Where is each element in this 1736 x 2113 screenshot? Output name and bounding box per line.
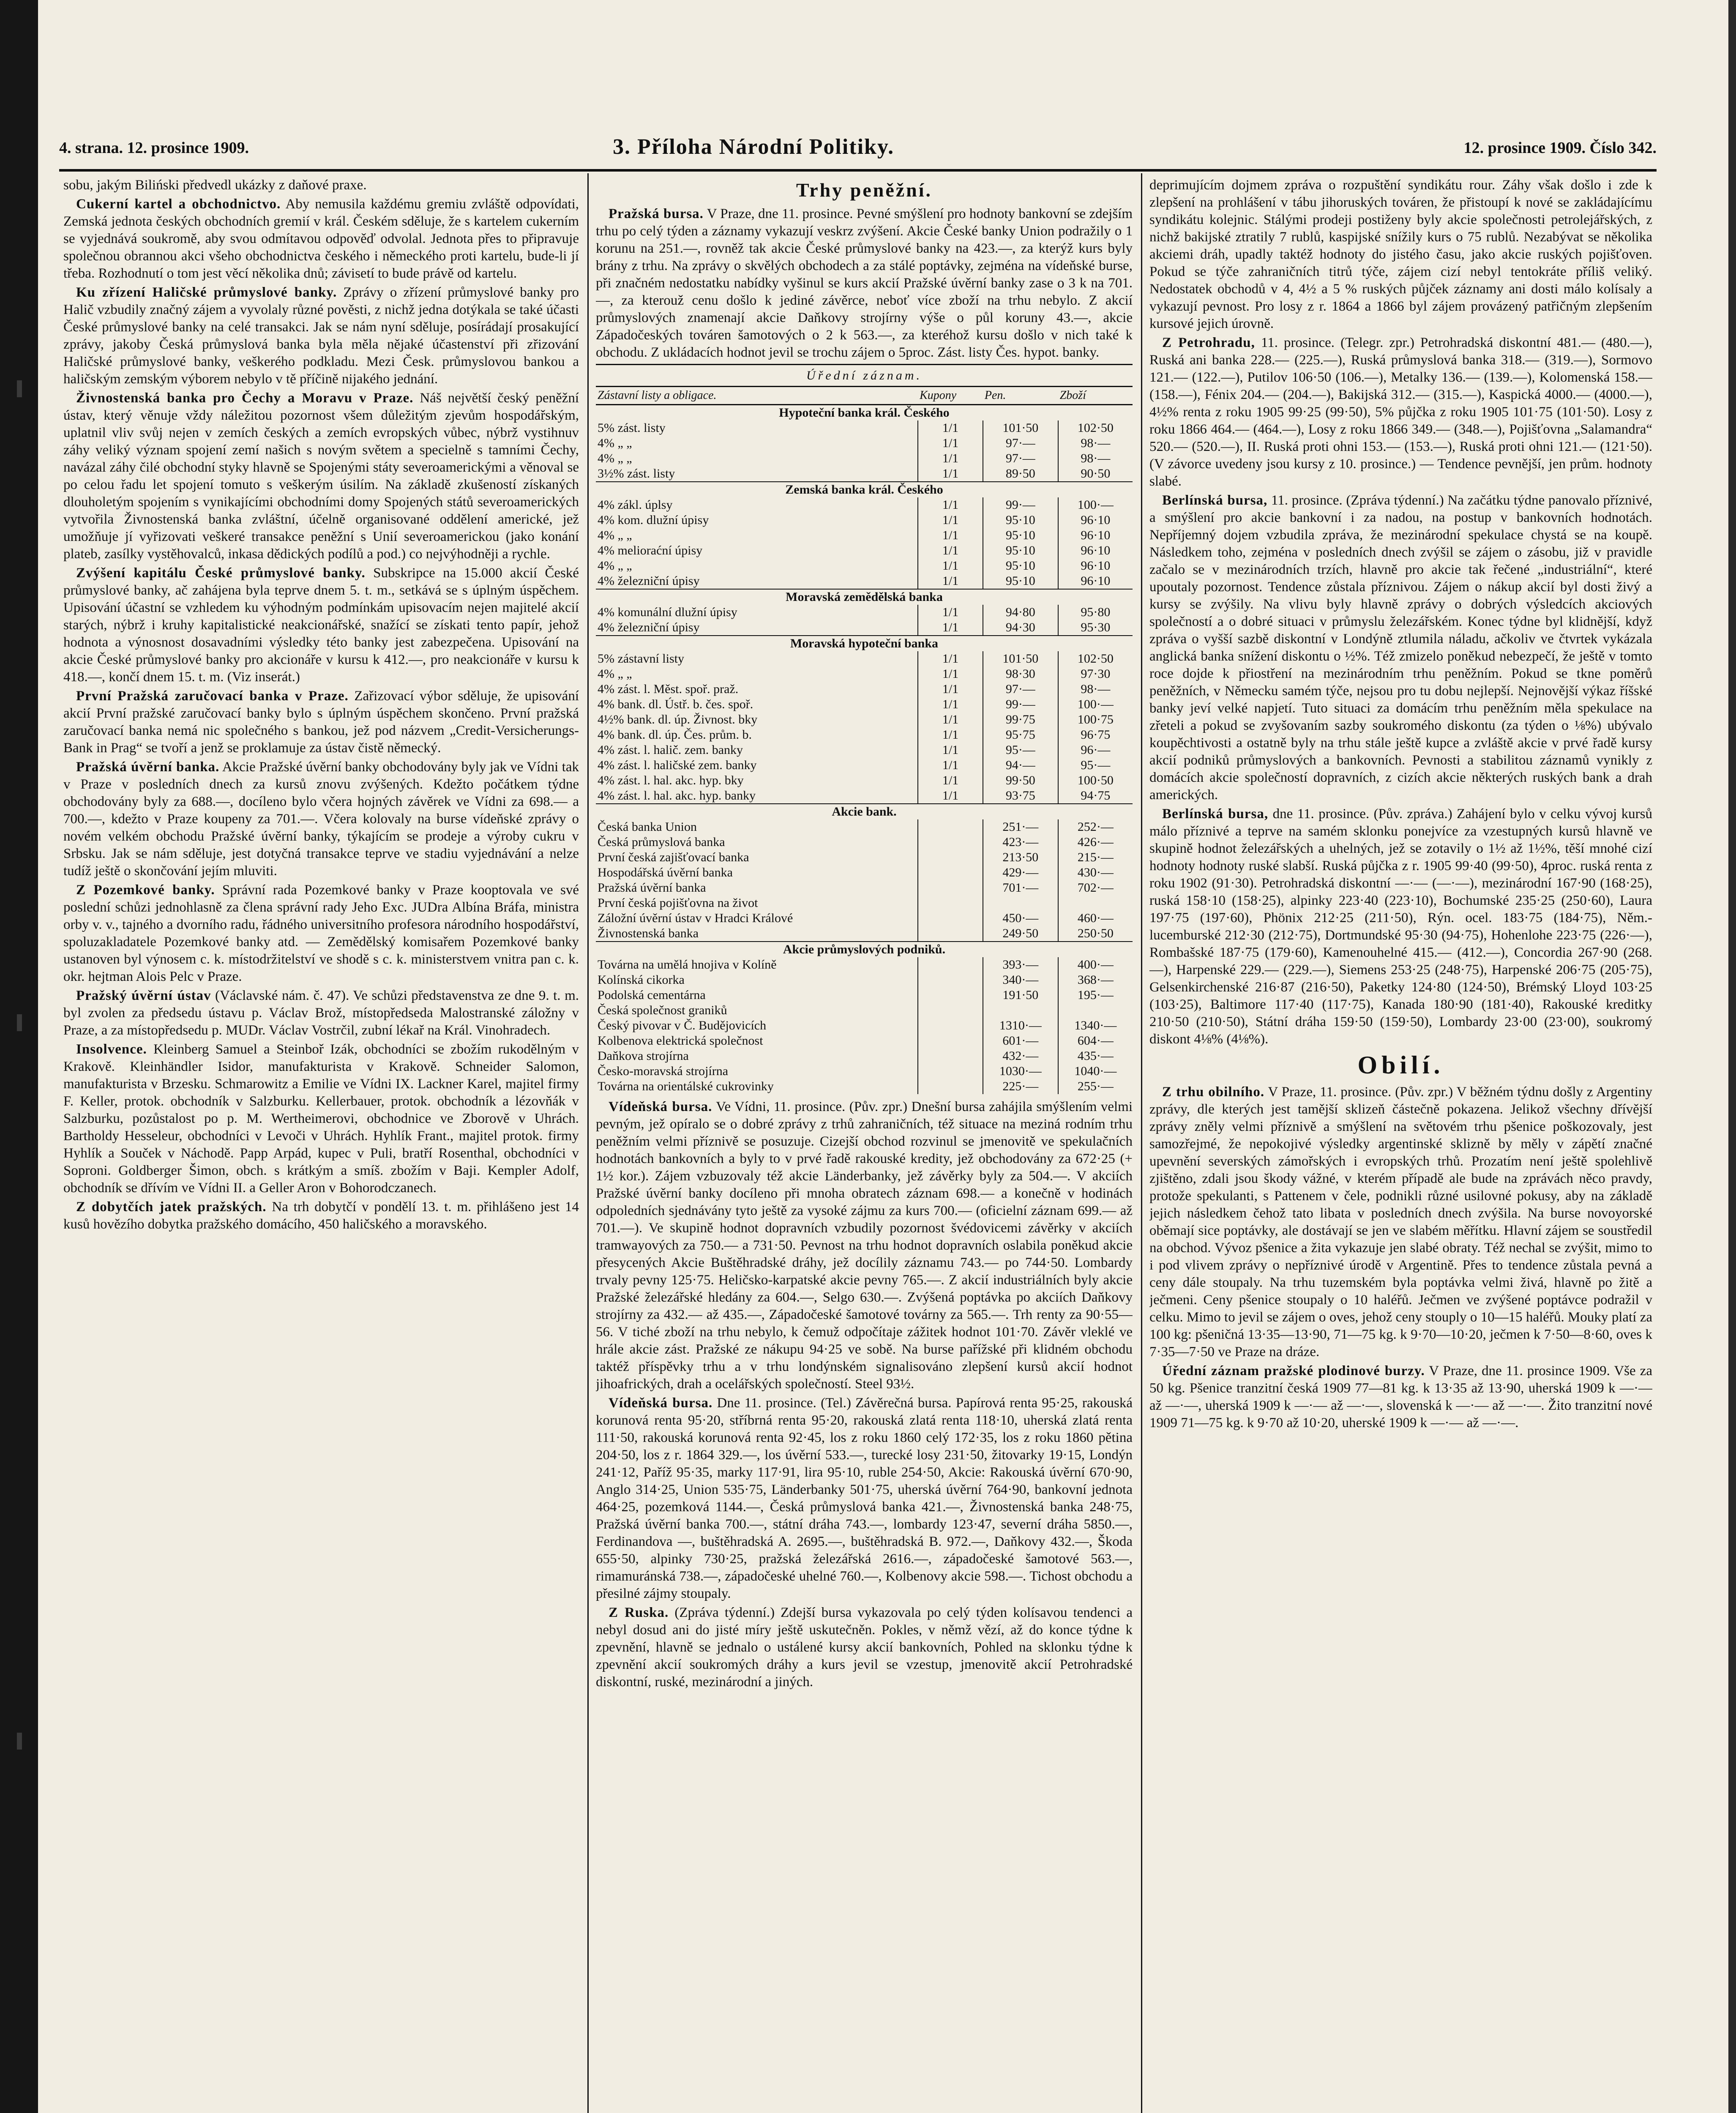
goods-price-cell: 95·30 xyxy=(1058,620,1133,636)
article-heading: Insolvence. xyxy=(76,1042,147,1057)
money-price-cell: 340·— xyxy=(983,972,1058,988)
table-row xyxy=(596,697,1133,712)
article-text: Zprávy o zřízení průmyslové banky pro Halič vzbudily značný zájem a vyvolaly různé pověsti, z nichž jedna dotýkala se také účasti České průmyslové banky na celé transakci. Jak se nám nyní sděluje, posírádají prosakující zprávy, jakoby Česká průmyslová banka byla měla nějaké účastenství při zřizování Haličské průmyslové banky, veškerého podkladu. Mezi Česk. průmyslovou bankou a haličským zemským výborem nebylo v tě příčině nijakého jednání. xyxy=(63,285,579,387)
article-heading: Ku zřízení Haličské průmyslové banky. xyxy=(76,285,337,300)
article-text: Správní rada Pozemkové banky v Praze kooptovala ve své poslední schůzi jednohlasně za člena správní rady Jeho Exc. JUDra Albína Bráfa, ministra orby v. v., tajného a dvorního radu, řádného universitního profesora národního hospodářství, spoluzakladatele Pozemkové banky atd. — Zemědělský komisařem Pozemkové banky ustanoven byl výnosem c. k. místodržitelství ve shodě s c. k. ministerstvem vnitra pan c. k. okr. hejtman Alois Pelc v Praze. xyxy=(63,882,579,984)
security-name: 4% zást. l. Měst. spoř. praž. xyxy=(598,682,739,696)
money-price-cell: 99·— xyxy=(983,497,1058,513)
article-text: Dne 11. prosince. (Tel.) Závěrečná bursa. Papírová renta 95·25, rakouská korunová renta 95·20, stříbrná renta 95·20, rakouská zlatá renta 118·10, uherská zlatá renta 111·50, rakouská korunová renta 92·45, los z roku 1860 celý 172·35, los z roku 1860 pětina 204·50, los z r. 1864 329.—, los úvěrní 533.—, turecké losy 231·50, žitovarky 19·15, Londýn 241·12, Paříž 95·35, marky 117·91, lira 95·10, ruble 254·50, Akcie: Rakouská úvěrní 670·90, Anglo 314·25, Union 535·75, Länderbanky 501·75, uherská úvěrní 764·90, bankovní jednota 464·25, pozemková 1144.—, Česká průmyslová banka 421.—, Živnostenská banka 248·75, Pražská úvěrní banka 700.—, státní dráha 743.—, lombardy 123·47, severní dráha 5850.—, Ferdinandova —, buštěhradská A. 2695.—, buštěhradská B. 972.—, Daňkovy 432.—, Škoda 655·50, alpinky 730·25, pražská železářská 2616.—, západočeské šamotové 563.—, rimamuránská 738.—, západočeské uhelné 760.—, Kolbenovy akcie 598.—. Tichost obchodu a přesilné zájmy stoupaly. xyxy=(596,1395,1133,1601)
article-text: Na trh dobytčí v pondělí 13. t. m. přihlášeno jest 14 kusů hovězího dobytka pražského domácího, 450 haličského a moravského. xyxy=(63,1199,579,1232)
money-price-cell: 95·10 xyxy=(983,543,1058,558)
group-label: Zemská banka král. Českého xyxy=(596,482,1133,497)
goods-price-cell: 96·10 xyxy=(1058,558,1133,573)
article-heading: Berlínská bursa, xyxy=(1162,493,1268,508)
money-price-cell: 429·— xyxy=(983,865,1058,880)
table-row xyxy=(596,850,1133,865)
coupon-cell: 1/1 xyxy=(918,651,983,666)
security-name: 4% komunální dlužní úpisy xyxy=(598,605,737,619)
table-row xyxy=(596,605,1133,620)
column-3-paragraphs xyxy=(1149,177,1652,1048)
article-heading: Berlínská bursa, xyxy=(1162,806,1269,822)
goods-price-cell: 100·50 xyxy=(1058,773,1133,788)
security-name: 5% zástavní listy xyxy=(598,652,684,666)
money-price-cell: 432·— xyxy=(983,1048,1058,1064)
goods-price-cell: 215·— xyxy=(1058,850,1133,865)
header-left: 4. strana. 12. prosince 1909. xyxy=(59,139,249,157)
goods-price-cell: 430·— xyxy=(1058,865,1133,880)
security-name: 4% „ „ xyxy=(598,559,632,573)
security-name: První česká pojišťovna na život xyxy=(598,896,758,910)
table-row xyxy=(596,1064,1133,1079)
table-row xyxy=(596,758,1133,773)
table-row xyxy=(596,420,1133,436)
table-group-row xyxy=(596,636,1133,651)
article-heading: Pražská bursa. xyxy=(609,206,704,221)
goods-price-cell: 100·— xyxy=(1058,697,1133,712)
column-divider xyxy=(587,173,589,2113)
goods-price-cell: 1040·— xyxy=(1058,1064,1133,1079)
security-name: První česká zajišťovací banka xyxy=(598,850,749,864)
article-paragraph xyxy=(1149,177,1652,333)
goods-price-cell: 98·— xyxy=(1058,436,1133,451)
article-paragraph xyxy=(596,205,1133,361)
article-paragraph xyxy=(596,1604,1133,1691)
goods-price-cell: 368·— xyxy=(1058,972,1133,988)
column-2 xyxy=(596,177,1133,2113)
money-price-cell: 191·50 xyxy=(983,988,1058,1003)
security-name: Hospodářská úvěrní banka xyxy=(598,865,733,879)
security-name: Továrna na umělá hnojiva v Kolíně xyxy=(598,958,777,972)
article-heading: Pražský úvěrní ústav xyxy=(76,988,211,1003)
scan-left-edge xyxy=(0,0,38,2113)
table-row xyxy=(596,497,1133,513)
scan-mark xyxy=(17,1733,22,1750)
goods-price-cell: 100·75 xyxy=(1058,712,1133,727)
goods-price-cell: 96·10 xyxy=(1058,543,1133,558)
coupon-cell xyxy=(918,895,983,911)
article-paragraph xyxy=(63,1041,579,1197)
article-paragraph xyxy=(596,1098,1133,1393)
table-row xyxy=(596,972,1133,988)
money-price-cell: 93·75 xyxy=(983,788,1058,804)
table-row xyxy=(596,743,1133,758)
article-text: V Praze, 11. prosince. (Pův. zpr.) V běžném týdnu došly z Argentiny zprávy, dle kterých jest tamější sklizeň částečně pokazena. Jelikož všechny dřívější zprávy zněly velmi příznivě a smýšlení na světovém trhu pšenice poškozovaly, jest samozřejmé, že nepokojivé výsledky argentinské sklizně by měly v zápětí značné upevnění severských zámořských i evropských trhů. Prozatím není ještě spolehlivě zjištěno, zdali jsou škody vážné, v kterém případě ale bude na zprávách něco pravdy, protože spekulanti, s Pattenem v čele, podnikli různé usilovné pokusy, aby na základě jejich následkem čehož tato libata v posledních dnech zvýšila. Na burse novoyorské oběmají sice poptávky, ale dostávají se jen ve slabém měřítku. Hlavní zájem se soustředil na obchod. Vývoz pšenice a žita vykazuje jen slabé obraty. Též nechal se zvýšit, mimo to i pod vlivem zprávy o nepříznivé úrodě v Argentině. Přes to tendence zůstala pevná a ceny dále stoupaly. Na trhu tuzemském byla poptávka velmi živá, hlavně po žitě a ječmeni. Ceny pšenice stoupaly o 10 haléřů. Ječmen ve zvýšené poptávce podražil v celku. Mimo to jevil se zájem o oves, jehož ceny stouply o 10—15 haléřů. Mouky platí za 100 kg: pšeničná 13·35—13·90, 71—75 kg. k 9·70—10·20, ječmen k 7·50—8·60, oves k 7·35—7·50 ve Praze na dráze. xyxy=(1149,1084,1652,1360)
security-name: Záložní úvěrní ústav v Hradci Králové xyxy=(598,911,793,925)
security-name: 3½% zást. listy xyxy=(598,467,675,480)
money-price-cell: 94·30 xyxy=(983,620,1058,636)
article-paragraph xyxy=(63,177,579,194)
article-heading: Živnostenská banka pro Čechy a Moravu v Praze. xyxy=(76,390,414,406)
coupon-cell: 1/1 xyxy=(918,727,983,743)
coupon-cell xyxy=(918,1064,983,1079)
coupon-cell: 1/1 xyxy=(918,773,983,788)
goods-price-cell: 604·— xyxy=(1058,1033,1133,1048)
security-name: 4% „ „ xyxy=(598,436,632,450)
table-row xyxy=(596,773,1133,788)
group-label: Akcie průmyslových podniků. xyxy=(596,942,1133,957)
table-group-row xyxy=(596,589,1133,605)
article-text: 11. prosince. (Zpráva týdenní.) Na začátku týdne panovalo příznivé, a smýšlení pro akcie bankovní i za nadou, na postup v bankovních hodnotách. Nepříjemný dojem vzbudila zpráva, že mezinárodní spekulace chystá se na koupě. Následkem toho, zejména v posledních dnech zvýšil se zájem o zásobu, již v pravidle začalo se v mezinárodních trzích, hlavně pro akcie tak řečené „industriální“, které upoutaly pozornost. Tendence zůstala příznivou. Zájem o nákup akcií byl dosti živý a kursy se zvýšily. Na vlivu byly hlavně zprávy o dobrých výsledcích akciových společností a o dobré situaci v průmyslu železářském. Konec týdne byl klidnější, když zpráva o vyšší sazbě diskontní v Londýně ztlumila náladu, ačkoliv ve čtvrtek vykázala anglická banka snížení diskontu o ½%. Též zmizelo poněkud nebezpečí, že ještě v tomto roce dojde k přiostření na mezinárodním trhu peněžním. Pokud se tkne poměrů peněžních, v Německu samém týče, nejsou pro tu dobu nejlepší. Nejnovější výkaz říšské banky jeví velké napjetí. Tuto situaci za domácím trhu peněžním měla spekulace na zřeteli a pokud se zvyšovaním sazby soukromého diskontu (za týden o ⅛%) ubývalo koupěchtivosti a ostatně byly na trhu stále ještě kupce a zvláště akcie v prvé řadě kursy akcií podniků průmyslových a bankovních. Pevnosti a stabilitou záznamů vynikly z domácích akcie společností dopravních, z cizích akcie některých ruských bank a drah amerických. xyxy=(1149,493,1652,803)
coupon-cell: 1/1 xyxy=(918,513,983,528)
money-price-cell: 97·— xyxy=(983,682,1058,697)
money-price-cell: 95·10 xyxy=(983,528,1058,543)
table-row xyxy=(596,727,1133,743)
article-paragraph xyxy=(63,759,579,880)
coupon-cell: 1/1 xyxy=(918,573,983,589)
col-header-coupons: Kupony xyxy=(918,387,983,405)
article-text: (Václavské nám. č. 47). Ve schůzi představenstva ze dne 9. t. m. byl zvolen za předsedu ústavu p. Václav Brož, místopředseda Malostranské záložny v Praze, a za místopředsedu p. MUDr. Václav Vostrčil, zubní lékař na Král. Vinohradech. xyxy=(63,988,579,1038)
money-price-cell xyxy=(983,895,1058,911)
goods-price-cell xyxy=(1058,1003,1133,1018)
table-header-row xyxy=(596,387,1133,405)
article-heading: Z Pozemkové banky. xyxy=(76,882,215,898)
table-row xyxy=(596,528,1133,543)
goods-price-cell: 94·75 xyxy=(1058,788,1133,804)
money-price-cell: 95·10 xyxy=(983,558,1058,573)
security-name: 4½% bank. dl. úp. Živnost. bky xyxy=(598,713,758,726)
goods-price-cell: 97·30 xyxy=(1058,666,1133,682)
article-paragraph xyxy=(63,987,579,1039)
table-row xyxy=(596,1018,1133,1033)
coupon-cell xyxy=(918,1048,983,1064)
table-title: Úřední záznam. xyxy=(596,364,1133,384)
coupon-cell: 1/1 xyxy=(918,712,983,727)
table-row xyxy=(596,682,1133,697)
article-paragraph xyxy=(1149,805,1652,1048)
column-divider xyxy=(1141,173,1142,2113)
goods-price-cell: 96·— xyxy=(1058,743,1133,758)
article-text: dne 11. prosince. (Pův. zpráva.) Zahájení bylo v celku vývoj kursů málo příznivé a teprve na samém sklonku ponejvíce za vzestupných kursů hlavně ve skupině hodnot železářských a uhelných, jež se zotavily o 1½ až 1½%, těší mnohé cizí hodnoty hodnoty ruské slabší. Ruská půjčka z r. 1905 99·40 (99·50), 4proc. ruská renta z roku 1902 (91·30). Petrohradská diskontní —·— (—·—), mezinárodní 167·90 (168·25), ruská 158·10 (158·25), alpinky 223·40 (223·10), Bochumské 235·25 (250·60), Laura 197·75 (197·60), Phönix 212·25 (211·50), Rýn. ocel. 183·75 (184·75), Něm.-lucemburské 212·30 (212·75), Dortmundské 95·30 (94·75), Hohenlohe 223·75 (226·—), Rombašské 187·75 (179·60), Kamenouhelné 415.— (412.—), Concordia 267·90 (268.—), Harpenské 229.— (229.—), Siemens 253·25 (248·75), Harpenské 206·75 (205·75), Gelsenkirchenské 216·87 (216·50), Paketky 124·80 (124·50), Brémský Lloyd 103·25 (103·25), Baltimore 117·40 (117·75), Kanada 180·90 (181·40), Rakouské kreditky 210·50 (210·50), Státní dráha 159·50 (159·50), Lombardy 23·00 (23·00), soukromý diskont 4⅛% (4⅛%). xyxy=(1149,806,1652,1047)
money-price-cell xyxy=(983,1003,1058,1018)
table-row xyxy=(596,788,1133,804)
coupon-cell: 1/1 xyxy=(918,466,983,482)
money-price-cell: 225·— xyxy=(983,1079,1058,1094)
security-name: Kolbenova elektrická společnost xyxy=(598,1034,763,1048)
goods-price-cell: 255·— xyxy=(1058,1079,1133,1094)
article-paragraph xyxy=(63,390,579,563)
article-paragraph xyxy=(596,1395,1133,1602)
article-paragraph xyxy=(63,284,579,388)
money-price-cell: 99·75 xyxy=(983,712,1058,727)
goods-price-cell: 96·10 xyxy=(1058,573,1133,589)
table-body xyxy=(596,405,1133,1095)
coupon-cell xyxy=(918,988,983,1003)
article-paragraph xyxy=(63,565,579,686)
table-row xyxy=(596,865,1133,880)
table-row xyxy=(596,988,1133,1003)
security-name: Pražská úvěrní banka xyxy=(598,881,706,895)
article-heading: Z Petrohradu, xyxy=(1162,335,1255,350)
security-name: 4% kom. dlužní úpisy xyxy=(598,513,709,527)
coupon-cell: 1/1 xyxy=(918,620,983,636)
coupon-cell xyxy=(918,880,983,895)
money-price-cell: 99·— xyxy=(983,697,1058,712)
col-header-goods: Zboží xyxy=(1058,387,1133,405)
column-2-paragraphs-after xyxy=(596,1098,1133,1691)
col-header-name: Zástavní listy a obligace. xyxy=(596,387,918,405)
coupon-cell xyxy=(918,1003,983,1018)
table-row xyxy=(596,957,1133,972)
table-group-row xyxy=(596,942,1133,957)
goods-price-cell: 195·— xyxy=(1058,988,1133,1003)
article-text: Subskripce na 15.000 akcií České průmyslové banky, ač zahájena byla teprve dnem 5. t. m., setkává se s úplným úspěchem. Upisování účastní se vzhledem ku výhodným podmínkám upisovacím nejen majitelé akcií starých, nýbrž i kruhy kapitalistické neakcionářské, snažící se získati tento papír, jehož hodnota a výnosnost dosavadními výsledky této banky jest zabezpečena. Upisování na akcie České průmyslové banky pro akcionáře v kursu k 412.—, pro neakcionáře v kursu k 418.—, končí dnem 15. t. m. (Viz inserát.) xyxy=(63,565,579,685)
coupon-cell: 1/1 xyxy=(918,743,983,758)
coupon-cell xyxy=(918,865,983,880)
goods-price-cell: 95·— xyxy=(1058,758,1133,773)
table-row xyxy=(596,466,1133,482)
money-price-cell: 601·— xyxy=(983,1033,1058,1048)
goods-price-cell: 102·50 xyxy=(1058,651,1133,666)
coupon-cell: 1/1 xyxy=(918,666,983,682)
column-2-paragraphs xyxy=(596,205,1133,361)
article-heading: Z trhu obilního. xyxy=(1162,1084,1265,1100)
table-group-row xyxy=(596,804,1133,819)
coupon-cell xyxy=(918,819,983,835)
money-price-cell: 1030·— xyxy=(983,1064,1058,1079)
article-text: Akcie Pražské úvěrní banky obchodovány byly jak ve Vídni tak v Praze v posledních dnech za kursů znovu zvýšených. Kdežto počátkem týdne obchodovány byly za 688.—, docíleno bylo včera hojných závěrek ve Vídni za 698.— a 700.—, kdežto v Praze koupeny za 701.—. Včera kolovaly na burse vídeňské zprávy o novém velkém obchodu Pražské úvěrní banky, týkajícím se prodeje a výroby cukru v Srbsku. Jak se nám sděluje, jest dotyčná transakce teprve ve stadiu vyjednávání a nelze tudíž ještě o skončování jejím mluviti. xyxy=(63,759,579,879)
article-text: V Praze, dne 11. prosince. Pevné smýšlení pro hodnoty bankovní se zdejším trhu po celý týden a záznamy vykazují veskrz zvýšení. Akcie České banky Union podražily o 1 korunu na 251.—, rovněž tak akcie České průmyslové banky na 423.—, za kterýž kurs byly brány z trhu. Na zprávy o skvělých obchodech a za stálé poptávky, zejména na vídeňské burse, při značném nedostatku nabídky vyšinul se kurs akcií Pražské úvěrní banky zase o 3 k na 701.—, za kterouž cenu došlo k jediné závěrce, neboť více zboží na trhu nebylo. Z akcií průmyslových znamenají akcie Daňkovy strojírny výše o půl koruny 43.—, akcie Západočeských továren šamotových o 2 k 563.—, za kteréhož kursu došlo v nich také k obchodu. Z ukládacích hodnot jevil se trochu zájem o 5proc. Zást. listy Čes. hypot. banky. xyxy=(596,206,1133,360)
security-name: Česko-moravská strojírna xyxy=(598,1064,729,1078)
goods-price-cell: 90·50 xyxy=(1058,466,1133,482)
bond-price-table xyxy=(596,386,1133,1094)
security-name: Podolská cementárna xyxy=(598,988,706,1002)
table-row xyxy=(596,880,1133,895)
security-name: 4% zást. l. hal. akc. hyp. banky xyxy=(598,789,756,803)
article-paragraph xyxy=(63,882,579,986)
coupon-cell: 1/1 xyxy=(918,451,983,466)
article-paragraph xyxy=(1149,492,1652,804)
table-row xyxy=(596,1048,1133,1064)
coupon-cell xyxy=(918,850,983,865)
article-text: Zařizovací výbor sděluje, že upisování akcií První pražské zaručovací banky bylo s úplným úspěchem skončeno. První pražská zaručovací banka nemá nic společného s bankou, jež pod názvem „Credit-Versicherungs-Bank in Prag“ se tvoří a jenž se proklamuje za ústav čistě německý. xyxy=(63,688,579,756)
table-row xyxy=(596,666,1133,682)
goods-price-cell: 426·— xyxy=(1058,835,1133,850)
coupon-cell xyxy=(918,911,983,926)
money-price-cell: 213·50 xyxy=(983,850,1058,865)
money-price-cell: 101·50 xyxy=(983,420,1058,436)
section-title-grain: Obilí. xyxy=(1357,1051,1444,1079)
goods-price-cell: 96·10 xyxy=(1058,513,1133,528)
money-price-cell: 423·— xyxy=(983,835,1058,850)
security-name: Živnostenská banka xyxy=(598,926,699,940)
group-label: Moravská zemědělská banka xyxy=(596,589,1133,605)
money-price-cell: 393·— xyxy=(983,957,1058,972)
goods-price-cell: 1340·— xyxy=(1058,1018,1133,1033)
money-price-cell: 701·— xyxy=(983,880,1058,895)
col-header-money: Pen. xyxy=(983,387,1058,405)
money-price-cell: 251·— xyxy=(983,819,1058,835)
security-name: 4% zákl. úplsy xyxy=(598,498,673,512)
header-rule xyxy=(59,169,1657,172)
table-row xyxy=(596,543,1133,558)
security-name: 4% zást. l. halič. zem. banky xyxy=(598,743,743,757)
table-row xyxy=(596,620,1133,636)
security-name: Továrna na orientálské cukrovinky xyxy=(598,1079,774,1093)
goods-price-cell: 435·— xyxy=(1058,1048,1133,1064)
article-text: Náš největší český peněžní ústav, který věnuje vždy náležitou pozornost všem důležitým zjevům hospodářským, uplatnil vliv svůj nejen v zemích českých a zemích evropských vůbec, nýbrž vystihnuv záhy veliký význam spojení zemí našich s novým světem a specielně s tamními Čechy, navázal záhy čilé obchodní styky hlavně se Spojenými státy severoamerickými a věnoval se po celou řadu let spojení tomuto s veškerým úsilím. Na základě zkušeností získaných dlouholetým spojením s vynikajícími obchodními domy Spojených států severoamerických vytvořila Živnostenská banka zvláštní, účelně organisované oddělení americké, jež umožňuje jí vyřizovati veškeré transakce peněžní s Unií severoamerickou (jako konání plateb, zasílky vystěhovalců, inkasa dědických podílů a pod.) co nejvýhodněji a rychle. xyxy=(63,390,579,562)
money-price-cell: 95·— xyxy=(983,743,1058,758)
coupon-cell: 1/1 xyxy=(918,697,983,712)
table-row xyxy=(596,835,1133,850)
article-paragraph xyxy=(1149,334,1652,490)
security-name: 4% „ „ xyxy=(598,667,632,681)
article-text: sobu, jakým Biliński předvedl ukázky z daňové praxe. xyxy=(63,177,367,193)
article-heading: Z Ruska. xyxy=(609,1605,669,1620)
header-right: 12. prosince 1909. Číslo 342. xyxy=(1463,139,1657,157)
money-price-cell: 1310·— xyxy=(983,1018,1058,1033)
security-name: Český pivovar v Č. Budějovicích xyxy=(598,1018,767,1032)
goods-price-cell: 98·— xyxy=(1058,682,1133,697)
goods-price-cell: 702·— xyxy=(1058,880,1133,895)
money-price-cell: 95·10 xyxy=(983,573,1058,589)
security-name: 4% železniční úpisy xyxy=(598,574,700,588)
table-row xyxy=(596,513,1133,528)
coupon-cell: 1/1 xyxy=(918,497,983,513)
security-name: 4% zást. l. hal. akc. hyp. bky xyxy=(598,773,744,787)
goods-price-cell xyxy=(1058,895,1133,911)
security-name: Česká průmyslová banka xyxy=(598,835,725,849)
coupon-cell: 1/1 xyxy=(918,788,983,804)
coupon-cell: 1/1 xyxy=(918,558,983,573)
article-heading: Vídeňská bursa. xyxy=(609,1099,712,1114)
article-heading: Z dobytčích jatek pražských. xyxy=(76,1199,267,1215)
group-label: Moravská hypoteční banka xyxy=(596,636,1133,651)
table-row xyxy=(596,712,1133,727)
goods-price-cell: 400·— xyxy=(1058,957,1133,972)
security-name: 4% železniční úpisy xyxy=(598,620,700,634)
table-row xyxy=(596,895,1133,911)
coupon-cell: 1/1 xyxy=(918,436,983,451)
money-price-cell: 94·— xyxy=(983,758,1058,773)
coupon-cell: 1/1 xyxy=(918,420,983,436)
security-name: 4% „ „ xyxy=(598,528,632,542)
goods-price-cell: 95·80 xyxy=(1058,605,1133,620)
article-text: deprimujícím dojmem zpráva o rozpuštění syndikátu rour. Záhy však došlo i zde k zlepšení na prohlášení v tábu jihoruských továren, že přistoupí k nové se zakládajícímu syndikátu kolejnic. Stálými prodeji postiženy byly akcie společnosti petrolejářských, z nichž bakijské ztratily 7 rublů, kaspijské snížily kurs o 75 rublů. Nezabývat se několika akciemi dráh, upadly taktéž hodnoty do jistého času, jako akcie ruských pojišťoven. Pokud se týče zahraničních titrů týče, zájem cizí nebyl tentokráte příliš veliký. Nedostatek obchodů v 4, 4½ a 5 % ruských půjček záznamy ani dosti málo kolísaly a vykazují pevnost. Pro losy z r. 1864 a 1866 byl zájem provázený patřičným zlepšením kursové jejich úrovně. xyxy=(1149,177,1652,331)
security-name: Česká společnost graniků xyxy=(598,1003,727,1017)
table-row xyxy=(596,911,1133,926)
article-text: (Zpráva týdenní.) Zdejší bursa vykazovala po celý týden kolísavou tendenci a nebyl dosud ani do jisté míry ještě uskutečněn. Pokles, v němž vězí, až do konce týdne k zpevnění, hlavně se jednalo o ustálené kursy akcií bankovních, Pohled na sklonku týdne k zpevnění akcií soukromých dráhy a kurs jevil se vzestup, jmenovitě akcií Petrohradské diskontní, ruské, mezinárodní a jiných. xyxy=(596,1605,1133,1690)
money-price-cell: 94·80 xyxy=(983,605,1058,620)
coupon-cell xyxy=(918,1033,983,1048)
header-title: 3. Příloha Národní Politiky. xyxy=(613,135,895,159)
table-row xyxy=(596,1033,1133,1048)
security-name: Daňkova strojírna xyxy=(598,1049,689,1063)
money-price-cell: 89·50 xyxy=(983,466,1058,482)
article-paragraph xyxy=(63,688,579,757)
coupon-cell: 1/1 xyxy=(918,758,983,773)
table-row xyxy=(596,1079,1133,1094)
scan-mark xyxy=(17,1014,22,1031)
coupon-cell xyxy=(918,926,983,942)
article-heading: Úřední záznam pražské plodinové burzy. xyxy=(1162,1363,1425,1379)
security-name: 4% „ „ xyxy=(598,451,632,465)
goods-price-cell: 252·— xyxy=(1058,819,1133,835)
coupon-cell xyxy=(918,1079,983,1094)
article-heading: Vídeňská bursa. xyxy=(609,1395,713,1411)
money-price-cell: 98·30 xyxy=(983,666,1058,682)
table-row xyxy=(596,558,1133,573)
article-paragraph xyxy=(1149,1362,1652,1432)
goods-price-cell: 98·— xyxy=(1058,451,1133,466)
security-name: Česká banka Union xyxy=(598,820,697,834)
table-row xyxy=(596,451,1133,466)
goods-price-cell: 100·— xyxy=(1058,497,1133,513)
security-name: 4% bank. dl. úp. Čes. prům. b. xyxy=(598,728,752,742)
scan-mark xyxy=(17,380,22,397)
group-label: Hypoteční banka král. Českého xyxy=(596,405,1133,421)
coupon-cell xyxy=(918,957,983,972)
money-price-cell: 95·75 xyxy=(983,727,1058,743)
security-name: 4% bank. dl. Ústř. b. čes. spoř. xyxy=(598,697,753,711)
coupon-cell: 1/1 xyxy=(918,682,983,697)
table-row xyxy=(596,926,1133,942)
table-row xyxy=(596,573,1133,589)
security-name: 4% melioraćní úpisy xyxy=(598,543,703,557)
article-heading: Cukerní kartel a obchodnictvo. xyxy=(76,197,281,212)
article-heading: Pražská úvěrní banka. xyxy=(76,759,220,775)
table-group-row xyxy=(596,405,1133,421)
money-price-cell: 450·— xyxy=(983,911,1058,926)
article-paragraph xyxy=(63,1198,579,1233)
column-1 xyxy=(63,177,579,2113)
column-3-paragraphs-after xyxy=(1149,1084,1652,1432)
table-row xyxy=(596,436,1133,451)
money-price-cell: 97·— xyxy=(983,436,1058,451)
coupon-cell xyxy=(918,835,983,850)
security-name: Kolínská cikorka xyxy=(598,973,685,987)
article-paragraph xyxy=(1149,1084,1652,1361)
security-name: 4% zást. l. haličské zem. banky xyxy=(598,758,757,772)
goods-price-cell: 102·50 xyxy=(1058,420,1133,436)
scan-right-edge xyxy=(1728,0,1736,2113)
page-header xyxy=(59,134,1657,168)
money-price-cell: 101·50 xyxy=(983,651,1058,666)
coupon-cell: 1/1 xyxy=(918,605,983,620)
goods-price-cell: 96·10 xyxy=(1058,528,1133,543)
goods-price-cell: 460·— xyxy=(1058,911,1133,926)
table-row xyxy=(596,651,1133,666)
money-price-cell: 249·50 xyxy=(983,926,1058,942)
group-label: Akcie bank. xyxy=(596,804,1133,819)
table-row xyxy=(596,1003,1133,1018)
coupon-cell xyxy=(918,1018,983,1033)
article-text: V Praze, dne 11. prosince 1909. Vše za 50 kg. Pšenice tranzitní česká 1909 77—81 kg. k 13·35 až 13·90, uherská 1909 k —·— až —·—, uherská 1909 k —·— až —·—, slovenská k —·— až —·—. Žito tranzitní nové 1909 71—75 kg. k 9·70 až 10·20, uherské 1909 k —·— až —·—. xyxy=(1149,1363,1652,1431)
goods-price-cell: 96·75 xyxy=(1058,727,1133,743)
column-3 xyxy=(1149,177,1652,2113)
money-price-cell: 99·50 xyxy=(983,773,1058,788)
article-text: Aby nemusila každému gremiu zvláště odpovídati, Zemská jednota českých obchodních gremií v král. Českém sděluje, že s kartelem cukerním se vyjednává soukromě, aby svou odmítavou odpověď odvolal. Jednota přes to připravuje společnou obrannou akci všeho obchodnictva českého i německého proti kartelu, bude-li jí třeba. Rozhodnutí o tom jest věcí několika dnů; závisetí to bude právě od kartelu. xyxy=(63,197,579,281)
article-paragraph xyxy=(63,196,579,282)
goods-price-cell: 250·50 xyxy=(1058,926,1133,942)
article-heading: První Pražská zaručovací banka v Praze. xyxy=(76,688,349,704)
table-group-row xyxy=(596,482,1133,497)
article-heading: Zvýšení kapitálu České průmyslové banky. xyxy=(76,565,366,581)
article-text: Ve Vídni, 11. prosince. (Pův. zpr.) Dnešní bursa zahájila smýšlením velmi pevným, jež opíralo se o dobré zprávy z trhů zahraničních, též situace na meziná rodním trhu peněžním velmi příznivě se posuzuje. Cizejší obchod rozvinul se jmenovitě ve spekulačních hodnotách bankovních a byly to v prvé řadě rakouské kredity, jež obchodovány za 672·25 (+ 1½ kor.). Zájem vzbuzovaly též akcie Länderbanky, jež závěrky byly za 504.—. V akciích Pražské úvěrní banky docíleno při mnoha obratech záznam 698.— a konečně v hodinách odpoledních sjednávány tyto ještě za vysoké zájmu za kurs 700.— (oficielní záznam 699.— až 701.—). Ve skupině hodnot dopravních vzbudily pozornost švédovicemi závěrky v akciích tramwayových za 750.— a 731·50. Pevnost na trhu hodnot dopravních oslabila poněkud akcie přesycených Akcie Buštěhradské dráhy, jež docílily záznamu 743.— po 744·50. Lombardy trvaly pevny 125·75. Heličsko-karpatské akcie pevny 765.—. Z akcií industriálních byly akcie Pražské železářské hledány za 604.—, Selgo 630.—. Zvýšená poptávka po akciích Daňkovy strojírny za 432.— až 435.—, Západočeské šamotové továrny za 565.—. Trh renty za 90·55—56. V tiché zboží na trhu nebylo, k čemuž odpočítaje zážitek hodnot 101·70. Závěr vleklé ve hrále akcie zást. Pražské ze nákupu 94·25 ve sobě. Na burse pařížské při klidném obchodu taktéž příspěvky trhu a v trhu londýnském signalisováno zlepšení kursů akcií hodnot jihoafrických, drah a ocelářských společností. Steel 93½. xyxy=(596,1099,1133,1392)
coupon-cell: 1/1 xyxy=(918,543,983,558)
section-title-money-markets: Trhy peněžní. xyxy=(796,179,933,201)
coupon-cell: 1/1 xyxy=(918,528,983,543)
article-text: Kleinberg Samuel a Steinboř Izák, obchodníci se zbožím rukodělným v Krakově. Kleinhändler Isidor, manufakturista v Krakově. Schneider Salomon, manufakturista v Brzesku. Schmarowitz a Emilie ve Vídni IX. Lackner Karel, majitel firmy F. Keller, protok. obchodník v Salzburku. Kellerbauer, protok. obchodník a lézovňák v Salzburku, pozůstalost po p. M. Wertheimerovi, obchodnice ve Zborově v Uhrách. Bartholdy Hesseleur, obchodníci v Levoči v Uhrách. Hyhlík Frant., majitel protok. firmy Hyhlík a Souček v Náchodě. Papp Arpád, kupec v Puli, bratří Rosenthal, obchodníci v Soproni. Goldberger Šimon, obch. s krátkým a smíš. zbožím v Baji. Kempler Adolf, obchodník se dřívím ve Vídni II. a Geller Aron v Bohorodczanech. xyxy=(63,1042,579,1196)
table-row xyxy=(596,819,1133,835)
money-price-cell: 95·10 xyxy=(983,513,1058,528)
security-name: 5% zást. listy xyxy=(598,421,666,435)
coupon-cell xyxy=(918,972,983,988)
money-price-cell: 97·— xyxy=(983,451,1058,466)
article-text: 11. prosince. (Telegr. zpr.) Petrohradská diskontní 481.— (480.—), Ruská ani banka 228.— (225.—), Ruská průmyslová banka 318.— (319.—), Sormovo 121.— (122.—), Putilov 106·50 (106.—), Metalky 136.— (139.—), Kolomenská 158.— (158.—), Fénix 204.— (204.—), Bakijská 312.— (315.—), Kaspická 4000.— (4000.—), 4½% renta z roku 1905 99·25 (99·50), 5% půjčka z roku 1905 101·75 (101·50). Losy z roku 1866 464.— (464.—), Losy z roku 1866 349.— (348.—), Pojišťovna „Salamandra“ 520.— (520.—), II. Ruská proti ohni 153.— (153.—), Ruská proti ohni 121.— (121·50). (V závorce uvedeny jsou kursy z 10. prosince.) — Tendence pevnější, jen prům. hodnoty slabé. xyxy=(1149,335,1652,489)
